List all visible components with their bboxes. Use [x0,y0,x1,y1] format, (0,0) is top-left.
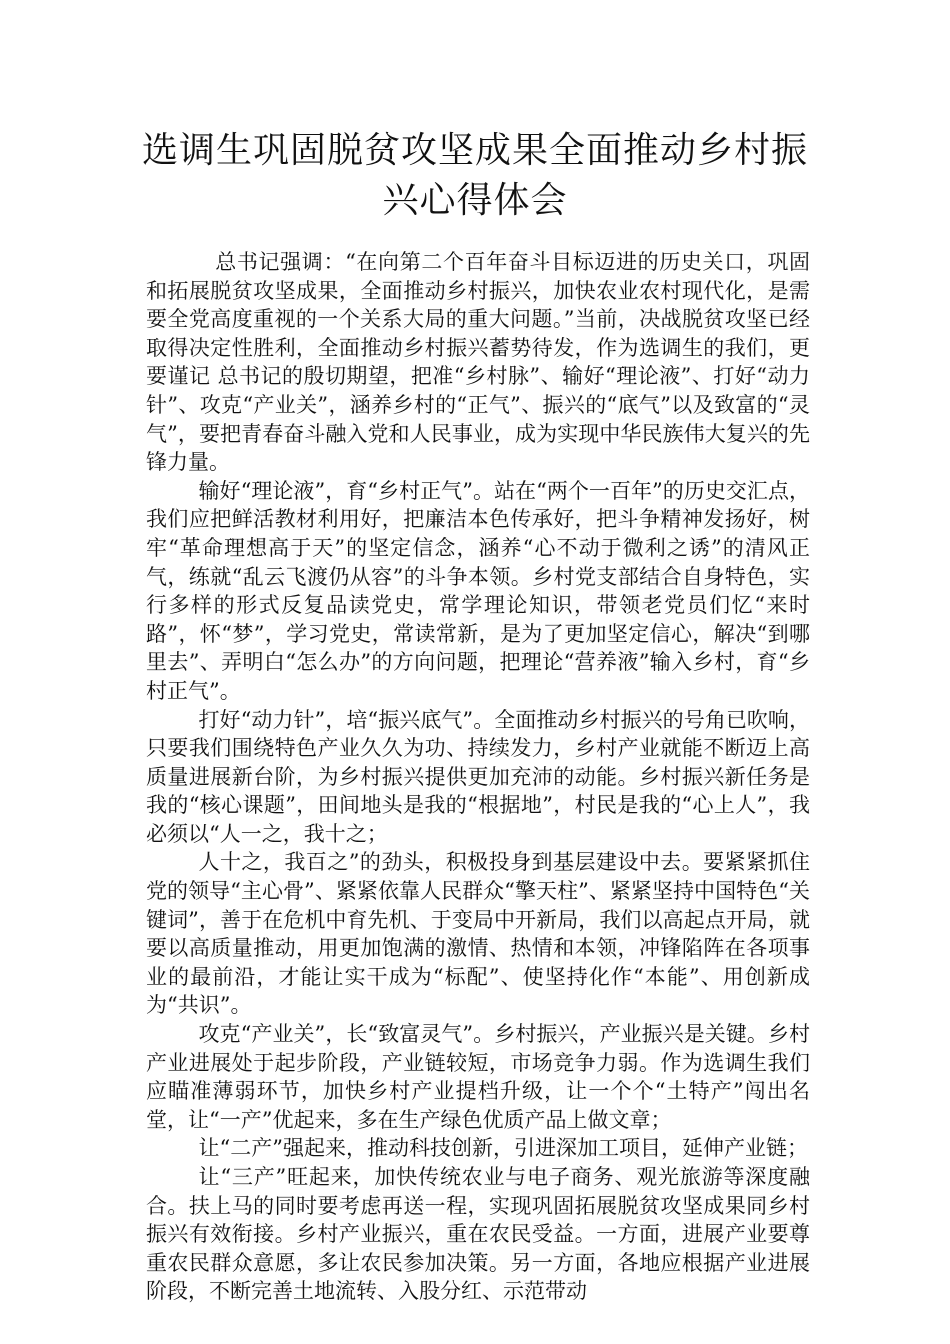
paragraph: 攻克“产业关”，长“致富灵气”。乡村振兴，产业振兴是关键。乡村产业进展处于起步阶段，产业链较短，市场竞争力弱。作为选调生我们应瞄准薄弱环节，加快乡村产业提档升级，让一个个“土特产”闯出名堂，让“一产”优起来，多在生产绿色优质产品上做文章； [146,1022,810,1132]
paragraph: 打好“动力针”，培“振兴底气”。全面推动乡村振兴的号角已吹响，只要我们围绕特色产业久久为功、持续发力，乡村产业就能不断迈上高质量进展新台阶，为乡村振兴提供更加充沛的动能。乡村振兴新任务是我的“核心课题”，田间地头是我的“根据地”，村民是我的“心上人”，我必须以“人一之，我十之； [146,707,810,846]
document-body [146,248,810,1306]
paragraph: 输好“理论液”，育“乡村正气”。站在“两个一百年”的历史交汇点，我们应把鲜活教材利用好，把廉洁本色传承好，把斗争精神发扬好，树牢“革命理想高于天”的坚定信念，涵养“心不动于微利之诱”的清风正气，练就“乱云飞渡仍从容”的斗争本领。乡村党支部结合自身特色，实行多样的形式反复品读党史，常学理论知识，带领老党员们忆“来时路”，怀“梦”，学习党史，常读常新，是为了更加坚定信心，解决“到哪里去”、弄明白“怎么办”的方向问题，把理论“营养液”输入乡村，育“乡村正气”。 [146,478,810,703]
paragraph: 让“二产”强起来，推动科技创新，引进深加工项目，延伸产业链； [198,1136,808,1161]
paragraph: 让“三产”旺起来，加快传统农业与电子商务、观光旅游等深度融合。扶上马的同时要考虑再送一程，实现巩固拓展脱贫攻坚成果同乡村振兴有效衔接。乡村产业振兴，重在农民受益。一方面，进展产业要尊重农民群众意愿，多让农民参加决策。另一方面，各地应根据产业进展阶段，不断完善土地流转、入股分红、示范带动 [146,1165,810,1304]
paragraph: 总书记强调：“在向第二个百年奋斗目标迈进的历史关口，巩固和拓展脱贫攻坚成果，全面推动乡村振兴，加快农业农村现代化，是需要全党高度重视的一个关系大局的重大问题。”当前，决战脱贫攻坚已经取得决定性胜利，全面推动乡村振兴蓄势待发，作为选调生的我们，更要谨记 总书记的殷切期望，把准“乡村脉”、输好“理论液”、打好“动力针”、攻克“产业关”，涵养乡村的“正气”、振兴的“底气”以及致富的“灵气”，要把青春奋斗融入党和人民事业，成为实现中华民族伟大复兴的先锋力量。 [146,250,810,475]
document-title: 选调生巩固脱贫攻坚成果全面推动乡村振兴心得体会 [141,130,808,221]
paragraph: 人十之，我百之”的劲头，积极投身到基层建设中去。要紧紧抓住党的领导“主心骨”、紧紧依靠人民群众“擎天柱”、紧紧坚持中国特色“关键词”，善于在危机中育先机、于变局中开新局，我们以高起点开局，就要以高质量推动，用更加饱满的激情、热情和本领，冲锋陷阵在各项事业的最前沿，才能让实干成为“标配”、使坚持化作“本能”、用创新成为“共识”。 [146,850,810,1018]
